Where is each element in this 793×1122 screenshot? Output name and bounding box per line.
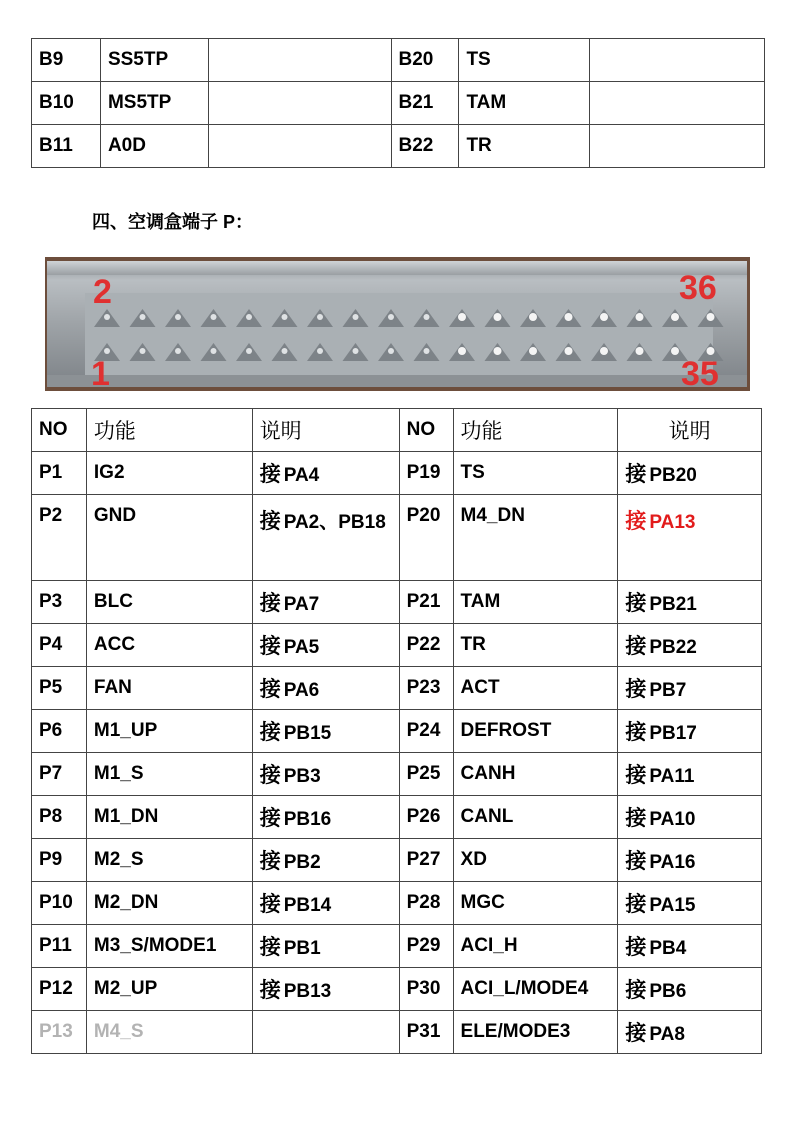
- connect-prefix: 接: [259, 635, 281, 658]
- pin-description-cell: [618, 796, 762, 839]
- top-table-cell: [208, 82, 391, 125]
- pin-table-cell: P30: [399, 968, 453, 1011]
- connect-target: PA6: [283, 680, 320, 701]
- pin-table-cell: M4_S: [86, 1011, 252, 1054]
- pin-description-cell: [252, 667, 399, 710]
- connector-top-rim: [47, 261, 747, 275]
- connect-target: PB17: [649, 723, 697, 744]
- pin-description-cell: [252, 710, 399, 753]
- pin-table-cell: P5: [32, 667, 87, 710]
- connect-prefix: 接: [625, 1022, 647, 1045]
- pin-table-cell: CANH: [453, 753, 618, 796]
- pin-table-cell: P19: [399, 452, 453, 495]
- top-table-cell: B21: [391, 82, 459, 125]
- top-table-cell: [208, 125, 391, 168]
- connector-pin: [175, 348, 181, 354]
- pin-table-cell: P7: [32, 753, 87, 796]
- pin-description-cell: [618, 667, 762, 710]
- pin-table-cell: TR: [453, 624, 618, 667]
- pin-table-row: [32, 796, 762, 839]
- connector-pin: [388, 348, 394, 354]
- pin-table-cell: P10: [32, 882, 87, 925]
- section-heading: 四、空调盒端子 P：: [92, 212, 254, 232]
- connect-target: PB2: [283, 852, 321, 873]
- connect-prefix: 接: [259, 678, 281, 701]
- label-pin-2: 2: [93, 273, 112, 311]
- connector-pin: [353, 314, 359, 320]
- pin-table-cell: P11: [32, 925, 87, 968]
- pin-table-cell: P24: [399, 710, 453, 753]
- connector-pin: [458, 313, 466, 321]
- pin-table-header-cell: 说明: [252, 409, 399, 452]
- pin-table-cell: CANL: [453, 796, 618, 839]
- top-table-cell: [590, 125, 765, 168]
- connect-target: PA5: [283, 637, 320, 658]
- connect-prefix: 接: [625, 850, 647, 873]
- top-table-cell: B20: [391, 39, 459, 82]
- connect-prefix: 接: [259, 850, 281, 873]
- connector-pin: [211, 348, 217, 354]
- top-table-cell: SS5TP: [100, 39, 208, 82]
- pin-description-cell: [252, 452, 399, 495]
- pin-table-cell: P28: [399, 882, 453, 925]
- connect-target: PB4: [649, 938, 687, 959]
- pin-table-row: [32, 753, 762, 796]
- connect-prefix: 接: [625, 764, 647, 787]
- pin-description-cell: [618, 882, 762, 925]
- connector-pin: [317, 314, 323, 320]
- connector-cavity: [85, 293, 713, 375]
- connector-pin: [600, 313, 608, 321]
- connector-pin: [140, 314, 146, 320]
- pin-description-cell: [252, 968, 399, 1011]
- pin-description-cell: [252, 839, 399, 882]
- pin-table-cell: P2: [32, 495, 87, 581]
- connector-pin: [565, 347, 573, 355]
- pin-description-cell: [618, 925, 762, 968]
- connector-pin: [282, 314, 288, 320]
- top-table-cell: B22: [391, 125, 459, 168]
- connector-pin: [104, 314, 110, 320]
- connector-pin: [424, 314, 430, 320]
- pin-description-cell: [618, 839, 762, 882]
- connect-prefix: 接: [625, 979, 647, 1002]
- pin-function-table: [31, 408, 762, 1054]
- pin-table-cell: P21: [399, 581, 453, 624]
- pin-table-header-cell: 说明: [618, 409, 762, 452]
- pin-table-row: [32, 925, 762, 968]
- connector-pin: [636, 347, 644, 355]
- top-table-cell: [208, 39, 391, 82]
- connector-pin: [600, 347, 608, 355]
- pin-description-cell: [252, 796, 399, 839]
- pin-table-row: [32, 667, 762, 710]
- pin-table-cell: M4_DN: [453, 495, 618, 581]
- top-table-cell: TS: [459, 39, 590, 82]
- connector-pin: [636, 313, 644, 321]
- connector-pin: [211, 314, 217, 320]
- pin-table-cell: M1_DN: [86, 796, 252, 839]
- pin-table-row: [32, 882, 762, 925]
- pin-table-header-cell: NO: [32, 409, 87, 452]
- connect-prefix: 接: [259, 592, 281, 615]
- connector-pin: [353, 348, 359, 354]
- top-table-cell: TAM: [459, 82, 590, 125]
- connector-pin: [565, 313, 573, 321]
- pin-table-header-cell: 功能: [453, 409, 618, 452]
- pin-table-cell: M1_S: [86, 753, 252, 796]
- pin-table-cell: P9: [32, 839, 87, 882]
- connect-target: PB7: [649, 680, 687, 701]
- connect-target: PA7: [283, 594, 320, 615]
- pin-description-cell: [618, 968, 762, 1011]
- pin-table-row: [32, 452, 762, 495]
- connect-target: PA16: [649, 852, 696, 873]
- pin-table-cell: GND: [86, 495, 252, 581]
- connector-pin: [707, 347, 715, 355]
- connector-pin: [175, 314, 181, 320]
- connect-prefix: 接: [259, 979, 281, 1002]
- pin-description-cell: [252, 753, 399, 796]
- pin-table-cell: P29: [399, 925, 453, 968]
- label-pin-36: 36: [679, 269, 717, 307]
- connector-pin: [282, 348, 288, 354]
- pin-table-cell: BLC: [86, 581, 252, 624]
- top-table-cell: A0D: [100, 125, 208, 168]
- pin-table-cell: P6: [32, 710, 87, 753]
- connect-target: PB14: [283, 895, 332, 916]
- pin-table-cell: P13: [32, 1011, 87, 1054]
- connect-target: PB16: [283, 809, 332, 830]
- pin-description-cell: [618, 1011, 762, 1054]
- pin-table-header-row: [32, 409, 762, 452]
- top-table-cell: B10: [32, 82, 101, 125]
- connector-pin: [104, 348, 110, 354]
- connect-prefix: 接: [625, 678, 647, 701]
- pin-description-cell: [618, 495, 762, 581]
- pin-table-cell: P4: [32, 624, 87, 667]
- pin-table-cell: M2_S: [86, 839, 252, 882]
- pin-table-cell: P26: [399, 796, 453, 839]
- connector-pin: [458, 347, 466, 355]
- connect-prefix: 接: [625, 635, 647, 658]
- connect-target: PA2、PB18: [283, 512, 386, 533]
- connect-target: PB20: [649, 465, 697, 486]
- pin-table-cell: P23: [399, 667, 453, 710]
- connect-prefix: 接: [259, 463, 281, 486]
- top-table-cell: [590, 39, 765, 82]
- connect-target: PA4: [283, 465, 320, 486]
- pin-table-cell: TS: [453, 452, 618, 495]
- top-table-cell: B9: [32, 39, 101, 82]
- pin-table-cell: ACC: [86, 624, 252, 667]
- pin-table-cell: P1: [32, 452, 87, 495]
- connect-target: PA10: [649, 809, 696, 830]
- top-table-row: [32, 39, 765, 82]
- pin-table-cell: P31: [399, 1011, 453, 1054]
- pin-table-cell: P12: [32, 968, 87, 1011]
- pin-table-cell: ACI_L/MODE4: [453, 968, 618, 1011]
- connect-target: PB3: [283, 766, 321, 787]
- connector-pin: [671, 347, 679, 355]
- pin-table-cell: TAM: [453, 581, 618, 624]
- pin-description-cell: [618, 710, 762, 753]
- connect-prefix: 接: [259, 893, 281, 916]
- connector-pin: [494, 313, 502, 321]
- pin-table-cell: P27: [399, 839, 453, 882]
- pin-table-cell: ACI_H: [453, 925, 618, 968]
- pin-table-header-cell: NO: [399, 409, 453, 452]
- connect-target: PA15: [649, 895, 696, 916]
- pin-table-row: [32, 495, 762, 581]
- pin-table-cell: P3: [32, 581, 87, 624]
- pin-table-cell: M2_UP: [86, 968, 252, 1011]
- pin-table-row: [32, 624, 762, 667]
- connect-prefix: 接: [259, 721, 281, 744]
- top-pin-table: [31, 38, 765, 168]
- pin-table-cell: P20: [399, 495, 453, 581]
- pin-description-cell: [252, 624, 399, 667]
- connector-pin: [671, 313, 679, 321]
- connector-pin: [529, 313, 537, 321]
- connect-prefix: 接: [625, 807, 647, 830]
- connector-pin: [424, 348, 430, 354]
- connect-prefix: 接: [259, 764, 281, 787]
- connect-prefix: 接: [625, 510, 647, 533]
- connect-prefix: 接: [625, 463, 647, 486]
- top-table-cell: [590, 82, 765, 125]
- pin-table-cell: DEFROST: [453, 710, 618, 753]
- top-table-row: [32, 82, 765, 125]
- connector-pin: [317, 348, 323, 354]
- connect-target: PB13: [283, 981, 332, 1002]
- pin-table-row: [32, 581, 762, 624]
- pin-table-cell: M2_DN: [86, 882, 252, 925]
- pin-table-row: [32, 839, 762, 882]
- connect-target: PB21: [649, 594, 697, 615]
- connector-pin: [246, 314, 252, 320]
- connect-prefix: 接: [259, 936, 281, 959]
- connector-pin: [494, 347, 502, 355]
- connect-prefix: 接: [625, 936, 647, 959]
- pin-description-cell: [252, 495, 399, 581]
- pin-table-cell: P22: [399, 624, 453, 667]
- connect-target: PB22: [649, 637, 697, 658]
- pin-table-cell: M1_UP: [86, 710, 252, 753]
- pin-description-cell: [252, 1011, 399, 1054]
- connector-photo: [45, 257, 750, 391]
- connect-target: PA8: [649, 1024, 685, 1045]
- connector-pin: [529, 347, 537, 355]
- pin-description-cell: [618, 753, 762, 796]
- pin-table-cell: P25: [399, 753, 453, 796]
- pin-table-cell: ELE/MODE3: [453, 1011, 618, 1054]
- pin-table-row: [32, 968, 762, 1011]
- pin-table-cell: IG2: [86, 452, 252, 495]
- connector-bottom-rim: [47, 375, 747, 387]
- pin-table-row: [32, 1011, 762, 1054]
- connector-pin: [246, 348, 252, 354]
- label-pin-35: 35: [681, 355, 719, 391]
- top-table-cell: TR: [459, 125, 590, 168]
- pin-description-cell: [618, 581, 762, 624]
- connector-pin: [707, 313, 715, 321]
- pin-table-cell: FAN: [86, 667, 252, 710]
- top-table-row: [32, 125, 765, 168]
- connect-prefix: 接: [625, 592, 647, 615]
- pin-table-header-cell: 功能: [86, 409, 252, 452]
- pin-description-cell: [252, 882, 399, 925]
- pin-table-cell: MGC: [453, 882, 618, 925]
- connect-prefix: 接: [259, 510, 281, 533]
- pin-description-cell: [252, 581, 399, 624]
- label-pin-1: 1: [91, 355, 110, 391]
- connect-target: PB15: [283, 723, 332, 744]
- pin-description-cell: [618, 452, 762, 495]
- connector-pin: [388, 314, 394, 320]
- pin-description-cell: [618, 624, 762, 667]
- connect-prefix: 接: [625, 893, 647, 916]
- pin-table-row: [32, 710, 762, 753]
- connect-target: PB6: [649, 981, 687, 1002]
- connect-target: PA13: [649, 512, 696, 533]
- pin-table-cell: XD: [453, 839, 618, 882]
- top-table-cell: B11: [32, 125, 101, 168]
- top-table-cell: MS5TP: [100, 82, 208, 125]
- connect-prefix: 接: [259, 807, 281, 830]
- connect-target: PB1: [283, 938, 321, 959]
- pin-table-cell: ACT: [453, 667, 618, 710]
- connector-pin: [140, 348, 146, 354]
- connect-prefix: 接: [625, 721, 647, 744]
- pin-table-cell: P8: [32, 796, 87, 839]
- pin-description-cell: [252, 925, 399, 968]
- pin-table-cell: M3_S/MODE1: [86, 925, 252, 968]
- connect-target: PA11: [649, 766, 695, 787]
